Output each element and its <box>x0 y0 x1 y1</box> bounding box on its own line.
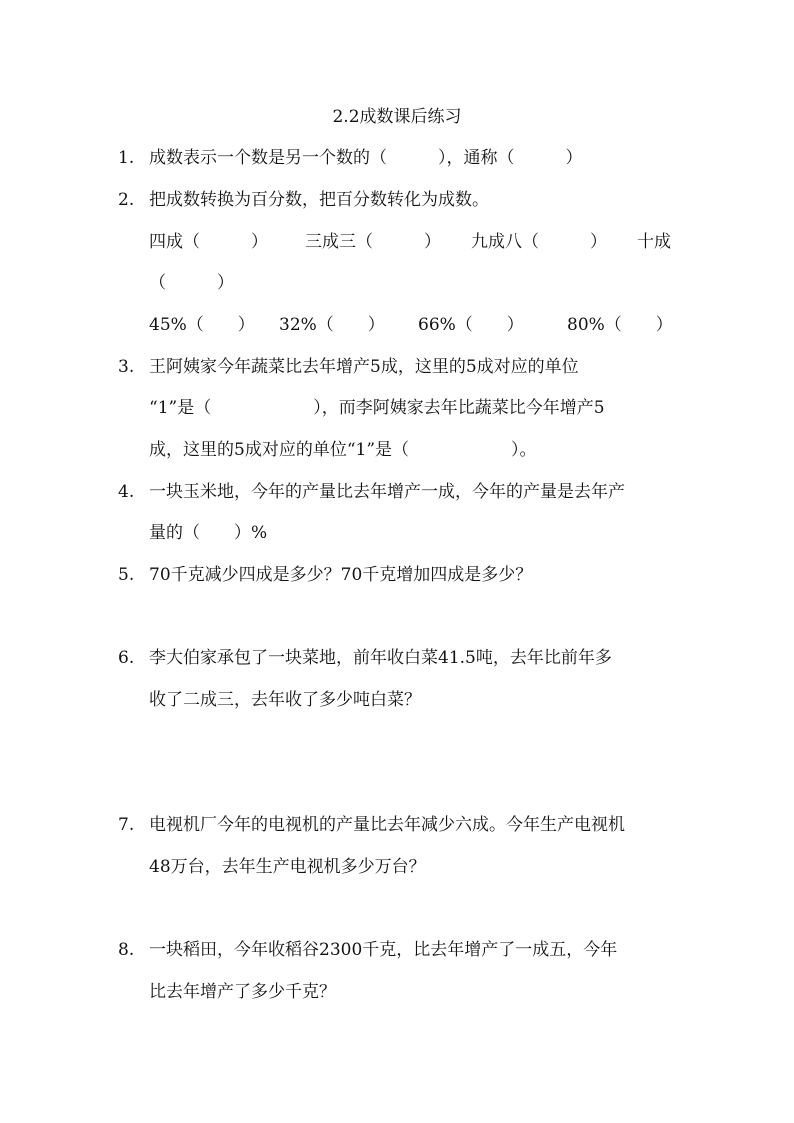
question-5-text: 70千克减少四成是多少？70千克增加四成是多少？ <box>149 565 533 585</box>
conversion-item: 十成 <box>637 232 671 252</box>
question-3-line: 王阿姨家今年蔬菜比去年增产5成，这里的5成对应的单位 <box>149 357 579 377</box>
conversion-item-wrap: （ ） <box>149 273 234 293</box>
question-4-line: 量的（ ）% <box>149 523 268 543</box>
question-3-line: 成，这里的5成对应的单位“1”是（ ）。 <box>149 440 537 460</box>
percent-item: 45%（ ） <box>149 315 255 335</box>
question-4-line: 一块玉米地，今年的产量比去年增产一成，今年的产量是去年产 <box>149 482 625 502</box>
question-8-line: 比去年增产了多少千克？ <box>149 982 336 1002</box>
percent-item: 32%（ ） <box>279 315 385 335</box>
question-number: 1. <box>118 148 135 168</box>
question-7-line: 48万台，去年生产电视机多少万台？ <box>149 857 426 877</box>
question-number: 4. <box>118 482 135 502</box>
conversion-item: 四成（ ） <box>149 232 268 252</box>
question-7-line: 电视机厂今年的电视机的产量比去年减少六成。今年生产电视机 <box>149 815 625 835</box>
question-number: 6. <box>118 648 135 668</box>
question-number: 3. <box>118 357 135 377</box>
question-2-text: 把成数转换为百分数，把百分数转化为成数。 <box>149 190 489 210</box>
question-number: 7. <box>118 815 135 835</box>
question-1-text: 成数表示一个数是另一个数的（ ），通称（ ） <box>149 148 583 168</box>
question-number: 8. <box>118 940 135 960</box>
question-6-line: 李大伯家承包了一块菜地，前年收白菜41.5吨，去年比前年多 <box>149 648 612 668</box>
question-8-line: 一块稻田，今年收稻谷2300千克，比去年增产了一成五，今年 <box>149 940 618 960</box>
conversion-item: 九成八（ ） <box>471 232 607 252</box>
question-number: 5. <box>118 565 135 585</box>
question-3-line: “1”是（ ），而李阿姨家去年比蔬菜比今年增产5 <box>149 398 605 418</box>
conversion-item: 三成三（ ） <box>305 232 441 252</box>
page-title: 2.2成数课后练习 <box>332 107 462 127</box>
question-number: 2. <box>118 190 135 210</box>
percent-item: 66%（ ） <box>418 315 524 335</box>
percent-item: 80%（ ） <box>567 315 673 335</box>
question-6-line: 收了二成三，去年收了多少吨白菜？ <box>149 690 421 710</box>
